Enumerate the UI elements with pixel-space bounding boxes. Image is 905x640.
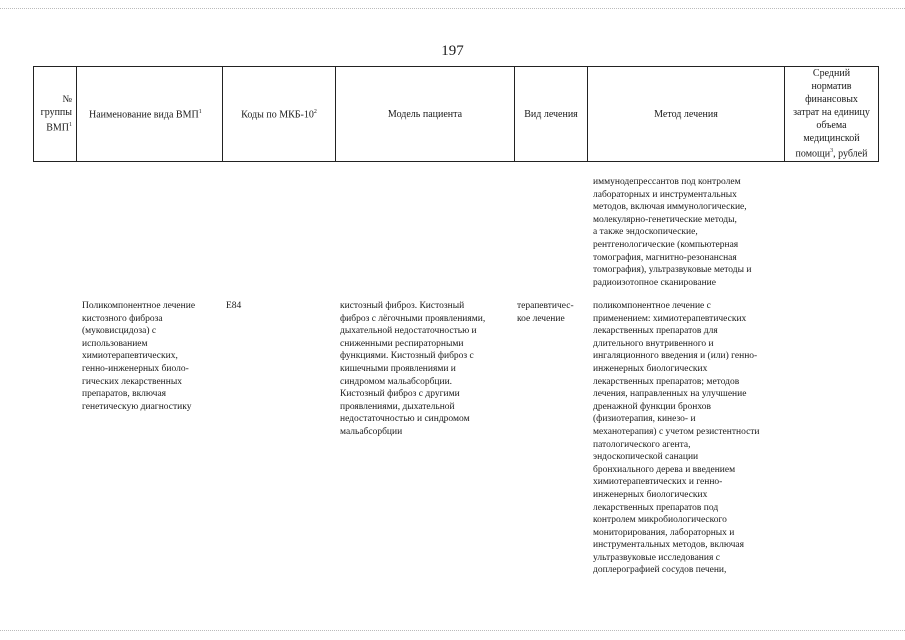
header-vmp-name: Наименование вида ВМП$^1$ <box>76 67 222 161</box>
header-average-cost: Средний норматив финансовых затрат на единицу объема медицинской помощи$^3$, рублей <box>784 67 878 161</box>
header-group-number: № группы ВМП$^1$ <box>40 94 72 134</box>
header-patient-model: Модель пациента <box>335 67 514 161</box>
row-treatment-type: терапевтичес- кое лечение <box>517 301 574 324</box>
top-scan-edge <box>0 8 905 10</box>
row-vmp-name: Поликомпонентное лечение кистозного фиброза (муковисцидоза) с использованием химиотерапевтических, генно-инженерных биоло- гических лекарственных препаратов, включая генетическую диагностику <box>82 301 196 412</box>
row-treatment-method: поликомпонентное лечение с применением: химиотерапевтических лекарственных препаратов для длительного внутривенного и ингаляционного введения и (или) генно- инженерных биологических лекарственных препаратов; методов лечения, направленных на улучшение дренажной функции бронхов (физиотерапия, кинезо- и механотерапия) с учетом резистентности патологического агента, эндоскопической санации бронхиального дерева и введением химиотерапевтических и генно- инженерных биологических лекарственных препаратов под контролем микробиологического мониторирования, лабораторных и инструментальных методов, включая ультразвуковые исследования с доплерографией сосудов печени, <box>593 301 760 576</box>
table-header <box>33 66 879 162</box>
header-treatment-method: Метод лечения <box>587 67 784 161</box>
continued-method-text: иммунодепрессантов под контролем лабораторных и инструментальных методов, включая иммунологические, молекулярно-генетические методы, а также эндоскопические, рентгенологические (компьютерная томография, магнитно-резонансная томография), ультразвуковые методы и радиоизотопное сканирование <box>593 177 752 288</box>
header-icd-codes: Коды по МКБ-$10^2$ <box>222 67 335 161</box>
header-treatment-type: Вид лечения <box>514 67 587 161</box>
bottom-scan-edge <box>0 630 905 632</box>
page-number: 197 <box>441 43 464 59</box>
row-patient-model: кистозный фиброз. Кистозный фиброз с лёгочными проявлениями, дыхательной недостаточностью и сниженными респираторными функциями. Кистозный фиброз с кишечными проявлениями и синдромом мальабсорбции. Кистозный фиброз с другими проявлениями, дыхательной недостаточностью и синдромом мальабсорбции <box>340 301 486 437</box>
row-icd-code: E84 <box>226 301 242 311</box>
